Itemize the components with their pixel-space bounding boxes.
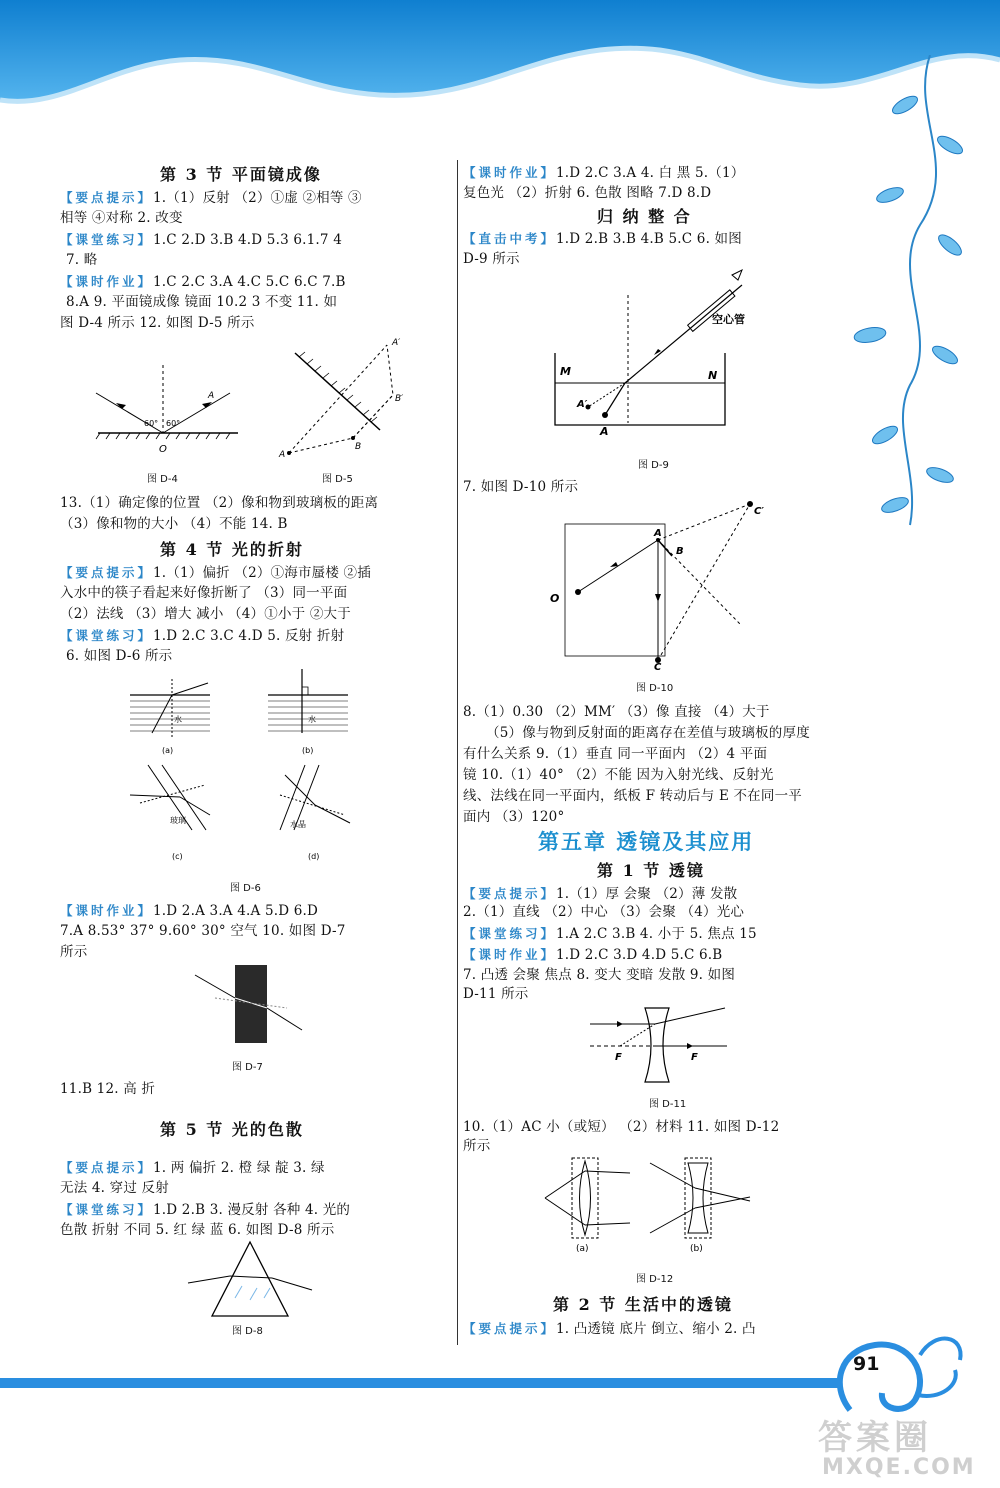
text-line: 【课时作业】1.D 2.C 3.D 4.D 5.C 6.B <box>463 947 723 963</box>
text-line: （2）法线 （3）增大 减小 （4）①小于 ②大于 <box>60 606 351 622</box>
label-water: 水 <box>174 715 182 724</box>
text-line: D-11 所示 <box>463 986 529 1002</box>
label-A: A <box>600 425 609 438</box>
figure-d10 <box>540 492 780 672</box>
text-line: 7.A 8.53° 37° 9.60° 30° 空气 10. 如图 D-7 <box>60 923 346 939</box>
figure-caption: 图 D-7 <box>232 1062 263 1073</box>
text-line: 7. 凸透 会聚 焦点 8. 变大 变暗 发散 9. 如图 <box>463 967 736 983</box>
text-line: 线、法线在同一平面内，纸板 F 转动后与 E 不在同一平 <box>463 788 802 804</box>
section-title: 第 1 节 透镜 <box>597 861 705 880</box>
tag-keshi: 【课时作业】 <box>60 903 154 918</box>
tag-yaodian: 【要点提示】 <box>463 1321 557 1336</box>
text-line: 7. 略 <box>66 252 98 268</box>
section-title: 第 5 节 光的色散 <box>160 1120 304 1139</box>
label-B: B <box>676 546 684 557</box>
text-line: 【直击中考】1.D 2.B 3.B 4.B 5.C 6. 如图 <box>463 231 742 247</box>
label-60-left: 60° <box>144 419 159 428</box>
label-a: (a) <box>576 1244 589 1253</box>
figure-caption: 图 D-6 <box>230 883 261 894</box>
label-c: (c) <box>172 852 183 861</box>
text-line: D-9 所示 <box>463 251 520 267</box>
figure-caption: 图 D-10 <box>636 683 674 694</box>
text-line: 【要点提示】1. 两 偏折 2. 橙 绿 靛 3. 绿 <box>60 1160 325 1176</box>
text-line: 【课堂练习】1.D 2.B 3. 漫反射 各种 4. 光的 <box>60 1202 351 1218</box>
text-line: 所示 <box>60 944 88 960</box>
vine-decoration <box>850 55 1000 535</box>
text-line: 有什么关系 9.（1）垂直 同一平面内 （2）4 平面 <box>463 746 768 762</box>
section-title: 第 2 节 生活中的透镜 <box>553 1295 733 1314</box>
chapter-title: 第五章 透镜及其应用 <box>538 830 755 854</box>
text-line: 10.（1）AC 小（或短） （2）材料 11. 如图 D-12 <box>463 1119 780 1135</box>
tag-yaodian: 【要点提示】 <box>60 565 154 580</box>
label-water: 水 <box>308 715 316 724</box>
label-A: A <box>279 450 286 460</box>
text-line: 【课堂练习】1.A 2.C 3.B 4. 小于 5. 焦点 15 <box>463 926 757 942</box>
text-line: 相等 ④对称 2. 改变 <box>60 210 183 226</box>
text-line: 6. 如图 D-6 所示 <box>66 648 173 664</box>
text-line: 【课时作业】1.C 2.C 3.A 4.C 5.C 6.C 7.B <box>60 274 346 290</box>
text-line: 面内 （3）120° <box>463 809 565 825</box>
section-title: 归 纳 整 合 <box>597 207 692 226</box>
label-b: (b) <box>302 746 314 755</box>
figure-caption: 图 D-8 <box>232 1326 263 1337</box>
label-N: N <box>708 369 718 382</box>
text-line: 图 D-4 所示 12. 如图 D-5 所示 <box>60 315 255 331</box>
text-line: 13.（1）确定像的位置 （2）像和物到玻璃板的距离 <box>60 495 379 511</box>
text-line: （3）像和物的大小 （4）不能 14. B <box>60 516 288 532</box>
label-A-prime: A′ <box>577 399 588 410</box>
text-line: 入水中的筷子看起来好像折断了 （3）同一平面 <box>60 585 348 601</box>
figure-d7 <box>190 960 310 1050</box>
text-line: 镜 10.（1）40° （2）不能 因为入射光线、反射光 <box>463 767 774 783</box>
label-d: (d) <box>308 852 320 861</box>
figure-d9 <box>550 265 810 445</box>
label-O: O <box>159 444 167 455</box>
watermark-logo: 答案圈 <box>818 1418 932 1458</box>
text-line: 【课时作业】1.D 2.C 3.A 4. 白 黑 5.（1） <box>463 165 745 181</box>
figure-caption: 图 D-5 <box>322 474 353 485</box>
tag-ketang: 【课堂练习】 <box>60 1202 154 1217</box>
text-line: 无法 4. 穿过 反射 <box>60 1180 169 1196</box>
figure-d6a <box>130 679 210 755</box>
label-M: M <box>560 365 571 378</box>
text-line: 【要点提示】1.（1）偏折 （2）①海市蜃楼 ②插 <box>60 565 371 581</box>
tag-keshi: 【课时作业】 <box>463 165 557 180</box>
text-line: 7. 如图 D-10 所示 <box>463 479 579 495</box>
figure-d8 <box>180 1238 320 1318</box>
section-title: 第 4 节 光的折射 <box>160 540 304 559</box>
column-divider <box>457 160 458 1345</box>
text-line: 【课堂练习】1.C 2.D 3.B 4.D 5.3 6.1.7 4 <box>60 232 342 248</box>
label-C-prime: C′ <box>754 506 764 517</box>
section-title: 第 3 节 平面镜成像 <box>160 165 322 184</box>
text-line: 【要点提示】1.（1）厚 会聚 （2）薄 发散 <box>463 886 738 902</box>
label-b: (b) <box>690 1244 703 1253</box>
text-line: 11.B 12. 高 折 <box>60 1081 156 1097</box>
text-line: 【课时作业】1.D 2.A 3.A 4.A 5.D 6.D <box>60 903 319 919</box>
tag-yaodian: 【要点提示】 <box>463 886 557 901</box>
figure-caption: 图 D-9 <box>638 460 669 471</box>
label-F-left: F <box>615 1052 622 1063</box>
figure-d6d <box>280 765 350 861</box>
label-crystal: 水晶 <box>290 820 306 829</box>
tag-yaodian: 【要点提示】 <box>60 1160 154 1175</box>
tag-zhiji: 【直击中考】 <box>463 231 557 246</box>
tag-ketang: 【课堂练习】 <box>60 628 154 643</box>
footer-swirl <box>820 1315 980 1425</box>
text-line: 色散 折射 不同 5. 红 绿 蓝 6. 如图 D-8 所示 <box>60 1222 335 1238</box>
label-hollow-tube: 空心管 <box>712 313 745 326</box>
text-line: 【要点提示】1.（1）反射 （2）①虚 ②相等 ③ <box>60 190 362 206</box>
watermark-url: MXQE.COM <box>822 1455 976 1480</box>
tag-ketang: 【课堂练习】 <box>60 232 154 247</box>
text-line: 复色光 （2）折射 6. 色散 图略 7.D 8.D <box>463 185 712 201</box>
figure-d6c <box>130 765 210 861</box>
text-line: 8.（1）0.30 （2）MM′ （3）像 直接 （4）大于 <box>463 704 770 720</box>
figure-d6b <box>268 669 348 755</box>
text-line: 2.（1）直线 （2）中心 （3）会聚 （4）光心 <box>463 904 745 920</box>
label-60-right: 60° <box>166 419 181 428</box>
tag-keshi: 【课时作业】 <box>60 274 154 289</box>
label-B-prime: B′ <box>395 394 404 404</box>
page-number: 91 <box>853 1353 880 1375</box>
text-line: 所示 <box>463 1138 491 1154</box>
figure-d4 <box>88 360 248 460</box>
figure-d12 <box>540 1153 760 1253</box>
tag-ketang: 【课堂练习】 <box>463 926 557 941</box>
figure-d5 <box>275 335 425 465</box>
figure-d6 <box>110 665 360 865</box>
text-line: 8.A 9. 平面镜成像 镜面 10.2 3 不变 11. 如 <box>66 294 338 310</box>
figure-caption: 图 D-11 <box>649 1099 687 1110</box>
label-A: A <box>654 528 662 539</box>
tag-yaodian: 【要点提示】 <box>60 190 154 205</box>
figure-caption: 图 D-12 <box>636 1274 674 1285</box>
label-a: (a) <box>162 746 174 755</box>
label-A-prime: A′ <box>392 338 401 348</box>
text-line: 【要点提示】1. 凸透镜 底片 倒立、缩小 2. 凸 <box>463 1321 756 1337</box>
tag-keshi: 【课时作业】 <box>463 947 557 962</box>
text-line: 【课堂练习】1.D 2.C 3.C 4.D 5. 反射 折射 <box>60 628 345 644</box>
label-B: B <box>355 442 362 452</box>
figure-d11 <box>585 1000 735 1090</box>
label-F-right: F <box>691 1052 698 1063</box>
label-A: A <box>208 391 215 401</box>
text-line: （5）像与物到反射面的距离存在差值与玻璃板的厚度 <box>486 725 810 741</box>
footer-bar <box>0 1378 840 1388</box>
label-glass: 玻璃 <box>170 816 186 825</box>
label-O: O <box>550 592 560 605</box>
figure-caption: 图 D-4 <box>147 474 178 485</box>
label-C: C <box>654 662 662 672</box>
